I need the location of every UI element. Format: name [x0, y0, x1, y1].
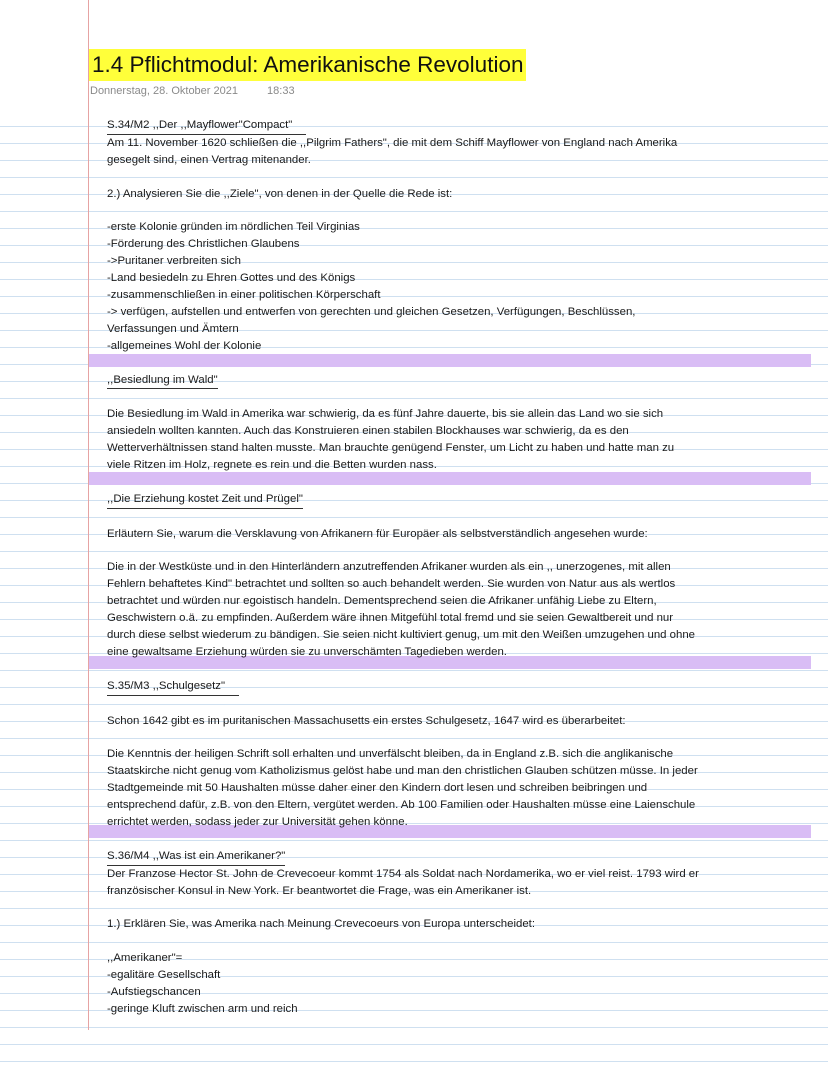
text-line: Schon 1642 gibt es im puritanischen Massachusetts ein erstes Schulgesetz, 1647 wird es überarbeitet:: [107, 714, 626, 727]
list-item: ,,Amerikaner"=: [107, 952, 183, 965]
section-heading-erziehung: ,,Die Erziehung kostet Zeit und Prügel": [107, 492, 303, 509]
list-item: -Land besiedeln zu Ehren Gottes und des Königs: [107, 272, 356, 285]
text-line: Am 11. November 1620 schließen die ,,Pilgrim Fathers", die mit dem Schiff Mayflower von England nach Amerika: [107, 136, 678, 149]
text-line: Staatskirche nicht genug vom Katholizismus gelöst habe und man den christlichen Glauben schützen müsse. In jeder: [107, 765, 698, 778]
list-item: -Aufstiegschancen: [107, 986, 201, 999]
task-line: 2.) Analysieren Sie die ,,Ziele", von denen in der Quelle die Rede ist:: [107, 187, 453, 200]
text-line: Geschwistern o.ä. zu empfinden. Außerdem wäre ihnen Mitgefühl total fremd und sie seien Gewaltbereit und nur: [107, 612, 674, 625]
text-line: Wetterverhältnissen stand halten musste. Man brauchte genügend Fenster, um Licht zu haben und hatte man zu: [107, 442, 675, 455]
page-date: Donnerstag, 28. Oktober 2021: [90, 85, 238, 97]
text-line: viele Ritzen im Holz, regnete es rein und die Betten wurden nass.: [107, 459, 437, 472]
text-line: errichtet werden, sodass jeder zur Universität gehen könne.: [107, 816, 408, 828]
section-heading-besiedlung: ,,Besiedlung im Wald": [107, 373, 218, 390]
list-item: -> verfügen, aufstellen und entwerfen von gerechten und gleichen Gesetzen, Verfügungen, Beschlüssen,: [107, 305, 636, 318]
text-line: gesegelt sind, einen Vertrag mitenander.: [107, 153, 311, 166]
task-line: Erläutern Sie, warum die Versklavung von Afrikanern für Europäer als selbstverständlich angesehen wurde:: [107, 527, 648, 540]
list-item: -geringe Kluft zwischen arm und reich: [107, 1002, 298, 1015]
page-meta: [90, 85, 295, 97]
text-line: eine gewaltsame Erziehung würden sie zu unverschämten Tagedieben werden.: [107, 645, 507, 658]
text-line: ansiedeln wollten kannten. Auch das Konstruieren einen stabilen Blockhauses war schwierig, da es den: [107, 425, 629, 438]
list-item: -egalitäre Gesellschaft: [107, 969, 221, 982]
text-line: französischer Konsul in New York. Er beantwortet die Frage, was ein Amerikaner ist.: [107, 884, 532, 897]
text-line: Der Franzose Hector St. John de Crevecoeur kommt 1754 als Soldat nach Nordamerika, wo er viel reist. 1793 wird er: [107, 867, 699, 880]
list-item: -Förderung des Christlichen Glaubens: [107, 238, 300, 251]
section-heading-mayflower: S.34/M2 ,,Der ,,Mayflower"Compact": [107, 118, 306, 135]
page-time: 18:33: [267, 85, 295, 97]
list-item: -erste Kolonie gründen im nördlichen Teil Virginias: [107, 221, 360, 234]
text-line: Fehlern behaftetes Kind" betrachtet und sollten so auch behandelt werden. Sie wurden von Natur aus als wertlos: [107, 578, 676, 591]
list-item: -zusammenschließen in einer politischen Körperschaft: [107, 289, 381, 302]
task-line: 1.) Erklären Sie, was Amerika nach Meinung Crevecoeurs von Europa unterscheidet:: [107, 918, 535, 931]
list-item: ->Puritaner verbreiten sich: [107, 255, 241, 268]
list-item: -allgemeines Wohl der Kolonie: [107, 339, 262, 352]
text-line: Stadtgemeinde mit 50 Haushalten müsse daher einer den Kindern dort lesen und schreiben beibringen und: [107, 782, 648, 795]
margin-line: [88, 0, 89, 1030]
text-line: Die Besiedlung im Wald in Amerika war schwierig, da es fünf Jahre dauerte, bis sie allein das Land wo sie sich: [107, 408, 664, 421]
list-item: Verfassungen und Ämtern: [107, 322, 239, 335]
text-line: Die in der Westküste und in den Hinterländern anzutreffenden Afrikaner wurden als ein ,, unerzogenes, mit allen: [107, 561, 671, 574]
text-line: entsprechend dafür, z.B. von den Eltern, vergütet werden. Ab 100 Familien oder Haushalten müsse eine Laienschule: [107, 799, 696, 812]
section-heading-amerikaner: S.36/M4 ,,Was ist ein Amerikaner?": [107, 849, 285, 866]
page-title: 1.4 Pflichtmodul: Amerikanische Revolution: [89, 49, 526, 81]
section-heading-schulgesetz: S.35/M3 ,,Schulgesetz": [107, 679, 239, 696]
text-line: Die Kenntnis der heiligen Schrift soll erhalten und unverfälscht bleiben, da in England z.B. sich die anglikanische: [107, 748, 674, 761]
text-line: betrachtet und würden nur egoistisch handeln. Dementsprechend seien die Afrikaner unfähig Liebe zu Eltern,: [107, 595, 657, 608]
note-content: [107, 117, 807, 1018]
text-line: durch diese selbst wiederum zu bändigen. Sie seien nicht kultiviert genug, um mit den Weißen umzugehen und ohne: [107, 629, 696, 642]
